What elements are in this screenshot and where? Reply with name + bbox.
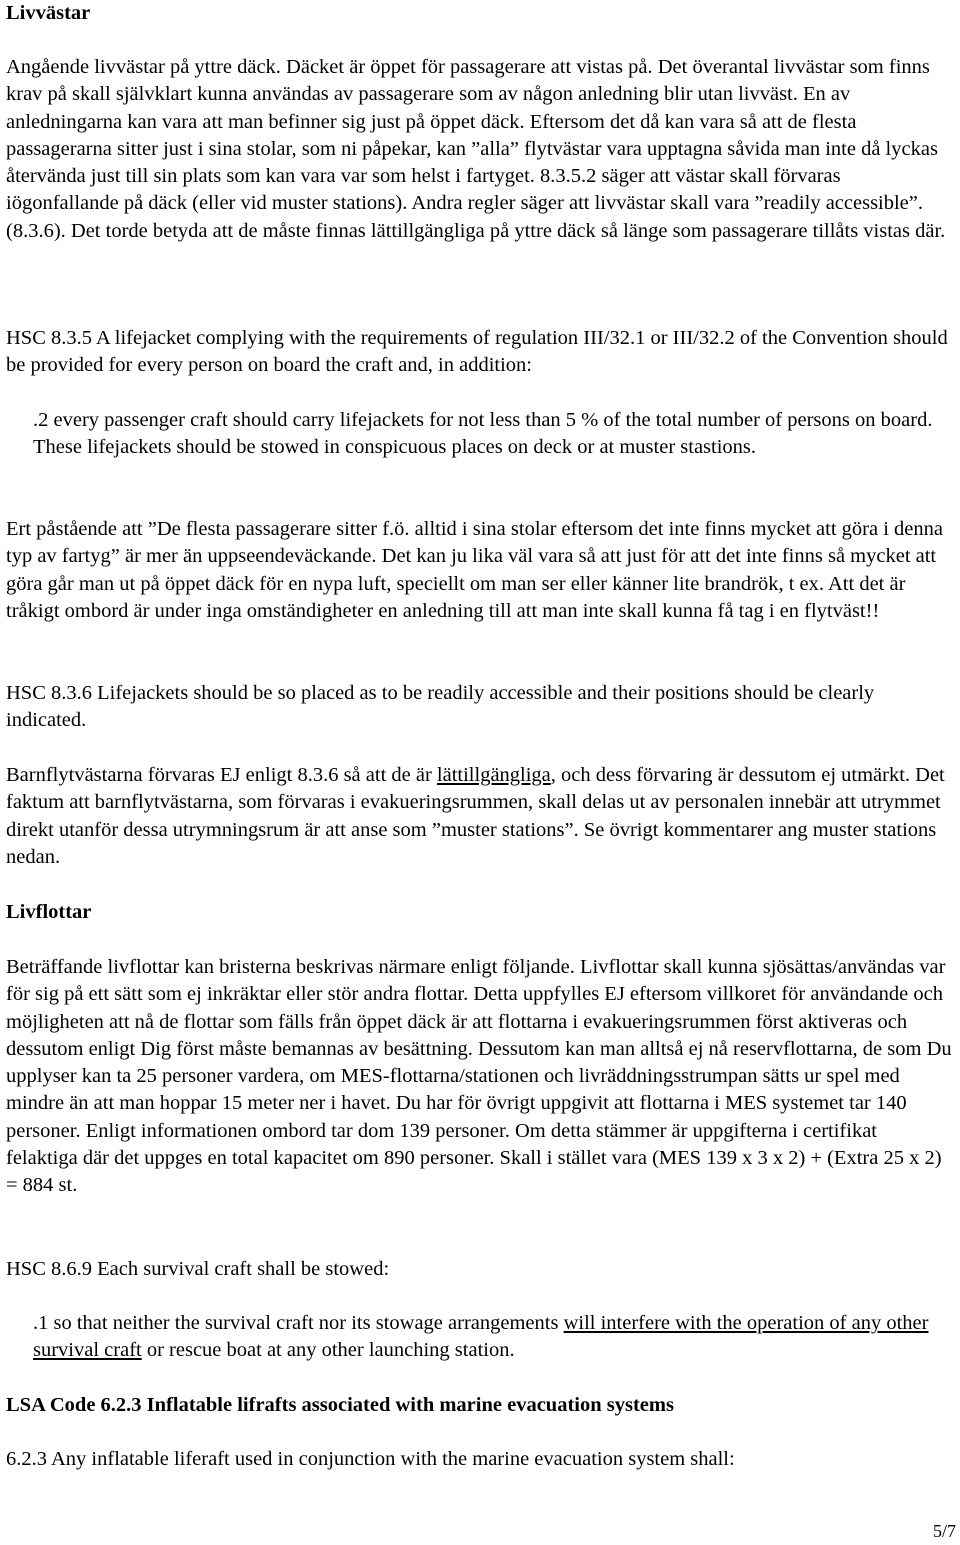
paragraph-lsa-6-2-3: 6.2.3 Any inflatable liferaft used in conjunction with the marine evacuation system shall: (6, 1448, 735, 1470)
paragraph-livvastar-intro: Angående livvästar på yttre däck. Däcket är öppet för passagerare att vistas på. Det överantal livvästar som finns krav på skall självklart kunna användas av passagerare som av någon anledning blir utan livväst. En av anledningarna kan vara att man befinner sig just på öppet däck. Eftersom det då kan vara så att de flesta passagerarna sitter just i sina stolar, som ni påpekar, kan ”alla” flytvästar vara upptagna såvida man inte då lyckas återvända just till sin plats som kan vara var som helst i fartyget. 8.3.5.2 säger att västar skall förvaras iögonfallande på däck (eller vid muster stations). Andra regler säger att livvästar skall vara ”readily accessible”. (8.3.6). Det torde betyda att de måste finnas lättillgängliga på yttre däck så länge som passagerare tillåts vistas där. (6, 56, 946, 242)
text-segment: Barnflytvästarna förvaras EJ enligt 8.3.6 så att de är (6, 764, 437, 786)
underlined-text: lättillgängliga (436, 764, 551, 786)
underlined-text: will interfere with the operation of any other survival craft (33, 1312, 929, 1362)
page-number: 5/7 (932, 1521, 956, 1541)
section-heading-lsa-code: LSA Code 6.2.3 Inflatable lifrafts associated with marine evacuation systems (6, 1394, 674, 1416)
section-heading-livvastar: Livvästar (6, 2, 91, 24)
paragraph-hsc-8-3-5-item-2: .2 every passenger craft should carry lifejackets for not less than 5 % of the total number of persons on board. These lifejackets should be stowed in conspicuous places on deck or at muster stastions. (33, 409, 933, 459)
paragraph-hsc-8-6-9-item-1 (33, 1310, 952, 1365)
text-segment: .1 so that neither the survival craft nor its stowage arrangements (33, 1312, 564, 1334)
paragraph-response: Ert påstående att ”De flesta passagerare sitter f.ö. alltid i sina stolar eftersom det inte finns mycket att göra i denna typ av fartyg” är mer än uppseendeväckande. Det kan ju lika väl vara så att just för att det inte finns så mycket att göra går man ut på öppet däck för en nypa luft, speciellt om man ser eller känner lite brandrök, t ex. Att det är tråkigt ombord är under inga omständigheter en anledning till att man inte skall kunna få tag i en flytväst!! (6, 518, 943, 622)
text-segment: or rescue boat at any other launching station. (141, 1339, 515, 1362)
paragraph-hsc-8-3-5: HSC 8.3.5 A lifejacket complying with the requirements of regulation III/32.1 or III/32.2 of the Convention should be provided for every person on board the craft and, in addition: (6, 327, 948, 377)
section-heading-livflottar: Livflottar (6, 901, 92, 923)
paragraph-barnflytvastar (6, 762, 952, 871)
paragraph-hsc-8-6-9: HSC 8.6.9 Each survival craft shall be stowed: (6, 1258, 390, 1280)
paragraph-hsc-8-3-6: HSC 8.3.6 Lifejackets should be so placed as to be readily accessible and their positions should be clearly indicated. (6, 682, 875, 732)
text-segment: , och dess förvaring är dessutom ej utmärkt. Det faktum att barnflytvästarna, som förvaras i evakueringsrummen, skall delas ut av personalen innebär att utrymmet direkt utanför dessa utrymningsrum är att anse som ”muster stations”. Se övrigt kommentarer ang muster stations nedan. (6, 764, 945, 868)
paragraph-livflottar: Beträffande livflottar kan bristerna beskrivas närmare enligt följande. Livflottar skall kunna sjösättas/användas var för sig på ett sätt som ej inkräktar eller stör andra flottar. Detta uppfylles EJ eftersom villkoret för användande och möjligheten att nå de flottar som fälls från öppet däck är att flottarna i evakueringsrummen först aktiveras och dessutom enligt Dig först måste bemannas av besättning. Dessutom kan man alltså ej nå reservflottarna, de som Du upplyser kan ta 25 personer vardera, om MES-flottarna/stationen och livräddningsstrumpan sätts ur spel med mindre än att man hoppar 15 meter ner i havet. Du har för övrigt uppgivit att flottarna i MES systemet tar 140 personer. Enligt informationen ombord tar dom 139 personer. Om detta stämmer är uppgifterna i certifikat felaktiga där det uppges en total kapacitet om 890 personer. Skall i stället vara (MES 139 x 3 x 2) + (Extra 25 x 2) = 884 st. (6, 956, 952, 1197)
